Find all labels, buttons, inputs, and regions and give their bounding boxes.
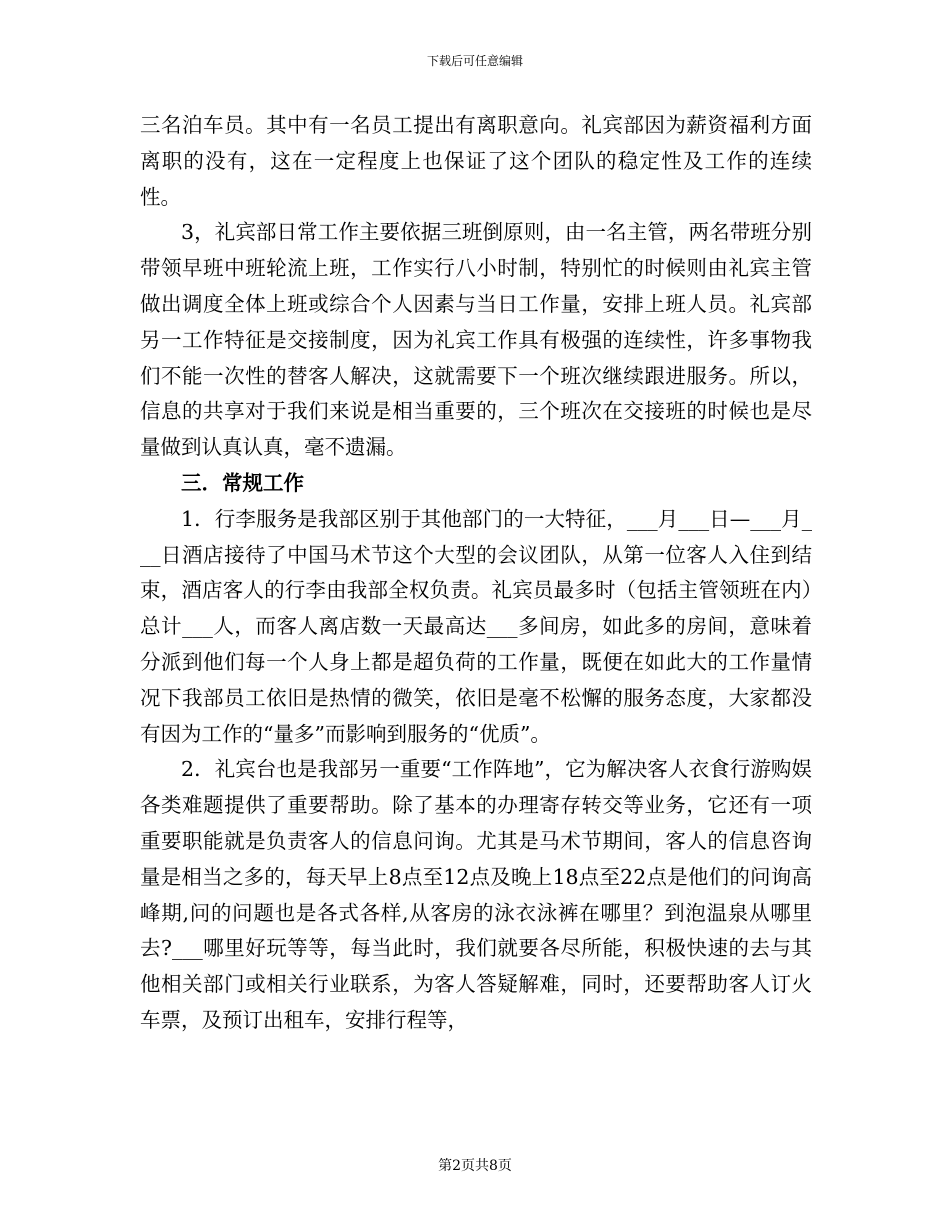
paragraph-1: 三名泊车员。其中有一名员工提出有离职意向。礼宾部因为薪资福利方面离职的没有，这在一定程度上也保证了这个团队的稳定性及工作的连续性。 (140, 113, 812, 209)
paragraph-3: 1．行李服务是我部区别于其他部门的一大特征，___月___日—___月___日酒店接待了中国马术节这个大型的会议团队，从第一位客人入住到结束，酒店客人的行李由我部全权负责。礼宾员最多时（包括主管领班在内）总计___人，而客人离店数一天最高达___多间房，如此多的房间，意味着分派到他们每一个人身上都是超负荷的工作量，既便在如此大的工作量情况下我部员工依旧是热情的微笑，依旧是毫不松懈的服务态度，大家都没有因为工作的“量多”而影响到服务的“优质”。 (140, 506, 812, 746)
header-note: 下载后可任意编辑 (426, 54, 523, 68)
page-number: 第2页共8页 (438, 1158, 512, 1174)
document-body (140, 108, 812, 1039)
section-heading: 三．常规工作 (181, 470, 304, 495)
paragraph-4: 2．礼宾台也是我部另一重要“工作阵地”，它为解决客人衣食行游购娱各类难题提供了重要帮助。除了基本的办理寄存转交等业务，它还有一项重要职能就是负责客人的信息问询。尤其是马术节期间，客人的信息咨询量是相当之多的，每天早上8点至12点及晚上18点至22点是他们的问询高峰期,问的问题也是各式各样,从客房的泳衣泳裤在哪里？到泡温泉从哪里去?___哪里好玩等等，每当此时，我们就要各尽所能，积极快速的去与其他相关部门或相关行业联系，为客人答疑解难，同时，还要帮助客人订火车票，及预订出租车，安排行程等， (140, 757, 812, 1032)
paragraph-2: 3，礼宾部日常工作主要依据三班倒原则，由一名主管，两名带班分别带领早班中班轮流上班，工作实行八小时制，特别忙的时候则由礼宾主管做出调度全体上班或综合个人因素与当日工作量，安排上班人员。礼宾部另一工作特征是交接制度，因为礼宾工作具有极强的连续性，许多事物我们不能一次性的替客人解决，这就需要下一个班次继续跟进服务。所以，信息的共享对于我们来说是相当重要的，三个班次在交接班的时候也是尽量做到认真认真，毫不遗漏。 (140, 220, 812, 460)
